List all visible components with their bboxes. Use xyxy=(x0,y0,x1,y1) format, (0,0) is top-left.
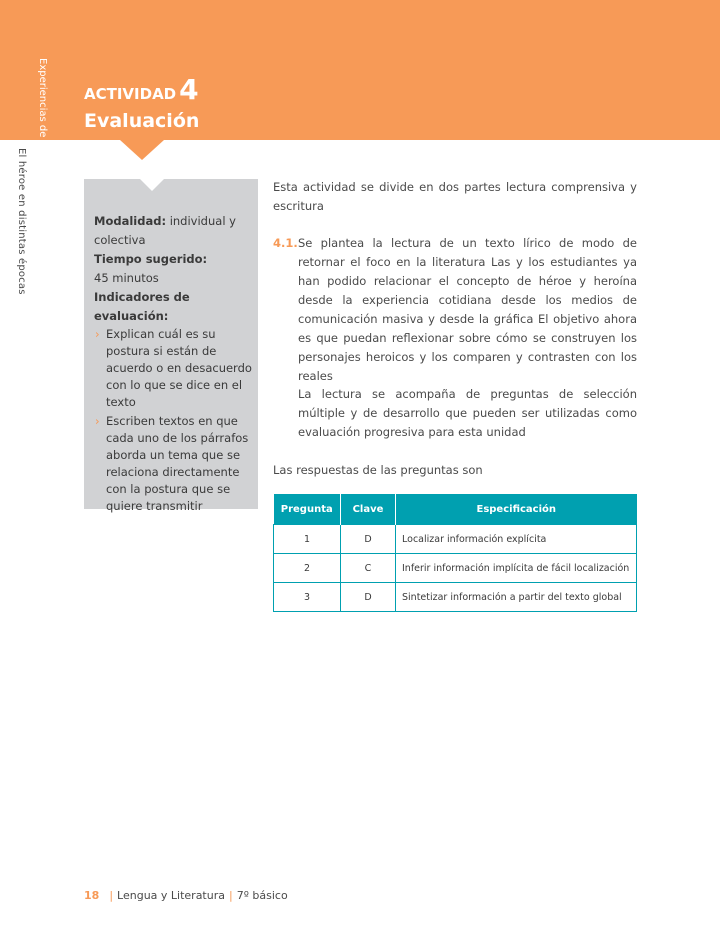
table-row xyxy=(274,525,637,554)
bullet-icon: › xyxy=(95,327,100,341)
item-text: Se plantea la lectura de un texto lírico de modo de retornar el foco en la literatura Las y los estudiantes ya han podido relacionar el concepto de héroe y heroína desde la experiencia cotidiana desde los medios de comunicación masiva y desde la gráfica El objetivo ahora es que puedan reflexionar sobre cómo se construyen los personajes heroicos y los comparen y contrasten con los reales xyxy=(298,236,637,383)
activity-number: 4 xyxy=(179,73,199,106)
info-box-content xyxy=(94,212,252,517)
tiempo-value: 45 minutos xyxy=(94,271,159,285)
activity-label xyxy=(84,73,199,106)
table-cell: Localizar información explícita xyxy=(396,525,637,554)
footer-subject: Lengua y Literatura xyxy=(117,889,225,902)
table-cell: 1 xyxy=(274,525,341,554)
list-item xyxy=(94,413,252,515)
table-header-row xyxy=(274,494,637,525)
item-paragraph-2: La lectura se acompaña de preguntas de selección múltiple y de desarrollo que pueden ser utilizadas como evaluación progresiva para esta unidad xyxy=(298,387,637,439)
modalidad-label: Modalidad: xyxy=(94,214,167,228)
table-cell: Sintetizar información a partir del texto global xyxy=(396,583,637,612)
modalidad xyxy=(94,212,252,250)
footer-grade: 7º básico xyxy=(236,889,288,902)
intro-paragraph: Esta actividad se divide en dos partes lectura comprensiva y escritura xyxy=(273,180,637,213)
activity-word: ACTIVIDAD xyxy=(84,85,177,103)
modalidad-value: individual y colectiva xyxy=(94,214,236,247)
table-cell: D xyxy=(341,525,396,554)
table-cell: Inferir información implícita de fácil localización xyxy=(396,554,637,583)
table-row xyxy=(274,583,637,612)
table-cell: 3 xyxy=(274,583,341,612)
section-label: Experiencias de aprendizaje xyxy=(37,58,48,199)
indicadores-label: Indicadores de evaluación: xyxy=(94,290,190,323)
banner-notch xyxy=(120,140,164,160)
table-row xyxy=(274,554,637,583)
indicadores-list xyxy=(94,326,252,515)
footer-separator: | xyxy=(109,889,114,902)
indicador-text: Escriben textos en que cada uno de los párrafos aborda un tema que se relaciona directamente con la postura que se quiere transmitir xyxy=(106,414,249,513)
table-cell: D xyxy=(341,583,396,612)
info-box-notch xyxy=(140,179,164,191)
bullet-icon: › xyxy=(95,414,100,428)
column-header: Clave xyxy=(341,494,396,525)
indicador-text: Explican cuál es su postura si están de acuerdo o en desacuerdo con lo que se dice en el texto xyxy=(106,327,252,409)
item-number: 4.1. xyxy=(273,236,298,250)
tiempo-label: Tiempo sugerido: xyxy=(94,252,208,266)
answers-intro: Las respuestas de las preguntas son xyxy=(273,463,483,477)
answers-table xyxy=(273,494,637,612)
footer-separator: | xyxy=(228,889,233,902)
page-number: 18 xyxy=(84,889,100,902)
list-item xyxy=(94,326,252,411)
numbered-item xyxy=(273,234,637,386)
unit-label: El héroe en distintas épocas xyxy=(16,148,27,295)
table-cell: C xyxy=(341,554,396,583)
page-title: Evaluación xyxy=(84,110,200,132)
column-header: Pregunta xyxy=(274,494,341,525)
table-cell: 2 xyxy=(274,554,341,583)
column-header: Especificación xyxy=(396,494,637,525)
page-footer xyxy=(84,889,288,902)
